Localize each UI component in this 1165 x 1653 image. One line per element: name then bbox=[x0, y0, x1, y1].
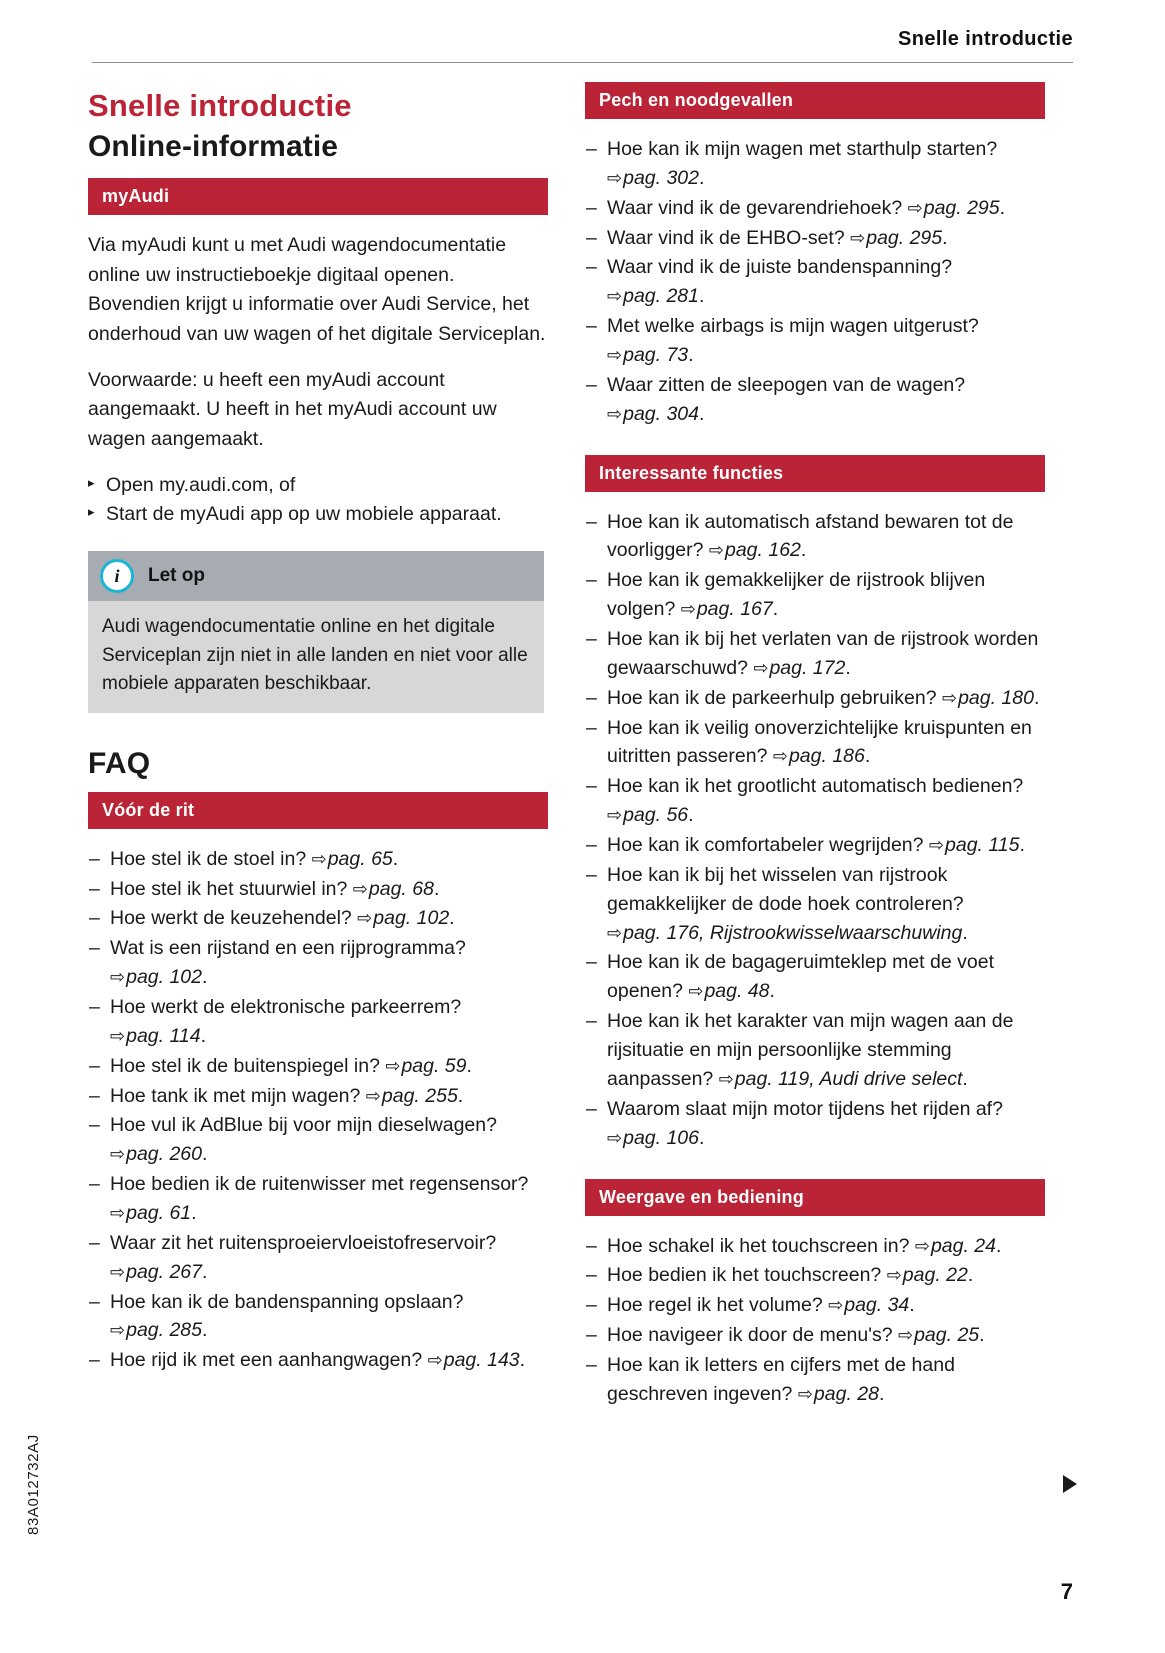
faq-question: Hoe tank ik met mijn wagen? bbox=[110, 1084, 366, 1107]
page-reference[interactable] bbox=[110, 1143, 202, 1165]
page-reference-label: pag. 172 bbox=[769, 656, 846, 679]
reference-arrow-icon: ⇨ bbox=[688, 981, 704, 1002]
page-reference[interactable] bbox=[681, 598, 773, 620]
reference-arrow-icon: ⇨ bbox=[311, 848, 327, 869]
page-reference[interactable] bbox=[908, 197, 1000, 219]
running-head: Snelle introductie bbox=[897, 28, 1073, 50]
reference-arrow-icon: ⇨ bbox=[607, 403, 623, 424]
myaudi-steps-list bbox=[88, 471, 548, 530]
dash-bullet-icon: – bbox=[89, 907, 100, 930]
dash-bullet-icon: – bbox=[586, 834, 597, 857]
faq-question: Hoe kan ik gemakkelijker de rijstrook blijven volgen? bbox=[607, 569, 986, 621]
dash-bullet-icon: – bbox=[586, 951, 597, 974]
reference-arrow-icon: ⇨ bbox=[110, 1144, 126, 1165]
page-reference-label: pag. 22 bbox=[902, 1264, 968, 1287]
faq-question: Hoe kan ik het karakter van mijn wagen aan de rijsituatie en mijn persoonlijke stemming aanpassen? bbox=[607, 1010, 1014, 1090]
page-reference[interactable] bbox=[607, 403, 699, 425]
header-divider bbox=[92, 62, 1073, 63]
page-reference[interactable] bbox=[607, 804, 688, 826]
faq-question: Hoe kan ik automatisch afstand bewaren tot de voorligger? bbox=[607, 510, 1014, 562]
reference-arrow-icon: ⇨ bbox=[110, 967, 126, 988]
note-title: Let op bbox=[148, 565, 205, 587]
faq-item: – Hoe stel ik het stuurwiel in? ⇨pag. 68. bbox=[88, 875, 548, 904]
faq-question: Hoe kan ik bij het verlaten van de rijstrook worden gewaarschuwd? bbox=[607, 628, 1039, 679]
page-reference[interactable] bbox=[688, 980, 769, 1002]
list-item bbox=[88, 500, 548, 529]
faq-item: – Hoe werkt de keuzehendel? ⇨pag. 102. bbox=[88, 904, 548, 933]
reference-arrow-icon: ⇨ bbox=[607, 167, 623, 188]
faq-question: Met welke airbags is mijn wagen uitgerust? bbox=[607, 315, 979, 338]
dash-bullet-icon: – bbox=[89, 1054, 100, 1077]
faq-question: Hoe regel ik het volume? bbox=[607, 1294, 829, 1317]
dash-bullet-icon: – bbox=[586, 716, 597, 739]
band-interessante-functies: Interessante functies bbox=[585, 455, 1045, 492]
faq-question: Hoe kan ik comfortabeler wegrijden? bbox=[607, 834, 929, 857]
page-reference[interactable] bbox=[719, 1068, 963, 1090]
page-reference[interactable] bbox=[110, 1319, 202, 1341]
page-reference-label: pag. 255 bbox=[381, 1084, 458, 1107]
section-title: Online-informatie bbox=[88, 129, 339, 163]
faq-item: – Hoe kan ik gemakkelijker de rijstrook blijven volgen? ⇨pag. 167. bbox=[585, 566, 1045, 624]
right-column bbox=[585, 82, 1045, 1435]
dash-bullet-icon: – bbox=[586, 1353, 597, 1376]
page-reference-label: pag. 106 bbox=[623, 1126, 699, 1149]
faq-item: – Hoe bedien ik het touchscreen? ⇨pag. 22. bbox=[585, 1261, 1045, 1290]
reference-arrow-icon: ⇨ bbox=[907, 197, 923, 218]
page-reference-label: pag. 295 bbox=[866, 226, 943, 249]
dash-bullet-icon: – bbox=[586, 569, 597, 592]
triangle-bullet-icon: ▸ bbox=[88, 504, 95, 520]
page-reference[interactable] bbox=[110, 1261, 202, 1283]
page-reference-label: pag. 167 bbox=[696, 598, 773, 621]
band-weergave-en-bediening: Weergave en bediening bbox=[585, 1179, 1045, 1216]
page-reference[interactable] bbox=[607, 922, 962, 944]
page-reference-label: pag. 102 bbox=[373, 907, 450, 930]
dash-bullet-icon: – bbox=[586, 510, 597, 533]
faq-item: – Hoe rijd ik met een aanhangwagen? ⇨pag. 143. bbox=[88, 1346, 548, 1375]
paragraph-myaudi-intro: Via myAudi kunt u met Audi wagendocumentatie online uw instructieboekje digitaal openen. Bovendien krijgt u informatie over Audi Service, het onderhoud van uw wagen of het digitale Serviceplan. bbox=[88, 234, 546, 346]
reference-arrow-icon: ⇨ bbox=[110, 1025, 126, 1046]
reference-arrow-icon: ⇨ bbox=[110, 1261, 126, 1282]
page-reference-label: pag. 143 bbox=[443, 1349, 520, 1372]
faq-item: – Hoe kan ik de bandenspanning opslaan? ⇨pag. 285. bbox=[88, 1288, 548, 1346]
faq-question: Hoe kan ik de bagageruimteklep met de voet openen? bbox=[607, 951, 994, 1003]
dash-bullet-icon: – bbox=[586, 196, 597, 219]
page-reference-label: pag. 186 bbox=[788, 745, 865, 768]
page-reference-label: pag. 73 bbox=[623, 344, 689, 367]
continuation-arrow-icon bbox=[1063, 1475, 1077, 1493]
faq-item: – Hoe schakel ik het touchscreen in? ⇨pag. 24. bbox=[585, 1232, 1045, 1261]
page-reference[interactable] bbox=[828, 1294, 909, 1316]
dash-bullet-icon: – bbox=[89, 1349, 100, 1372]
note-header bbox=[88, 551, 544, 601]
page-reference-label: pag. 162 bbox=[724, 539, 801, 562]
reference-arrow-icon: ⇨ bbox=[886, 1265, 902, 1286]
faq-question: Hoe kan ik de bandenspanning opslaan? bbox=[110, 1290, 464, 1313]
faq-question: Hoe werkt de keuzehendel? bbox=[110, 907, 358, 930]
page-reference[interactable] bbox=[898, 1324, 979, 1346]
page-reference-label: pag. 61 bbox=[126, 1202, 192, 1225]
page-reference[interactable] bbox=[353, 878, 434, 900]
faq-item: – Hoe kan ik de parkeerhulp gebruiken? ⇨pag. 180. bbox=[585, 684, 1045, 713]
reference-arrow-icon: ⇨ bbox=[850, 227, 866, 248]
reference-arrow-icon: ⇨ bbox=[607, 1127, 623, 1148]
band-pech-en-noodgevallen: Pech en noodgevallen bbox=[585, 82, 1045, 119]
faq-question: Hoe stel ik de stoel in? bbox=[110, 847, 312, 870]
faq-item: – Waarom slaat mijn motor tijdens het rijden af? ⇨pag. 106. bbox=[585, 1095, 1045, 1153]
page-number: 7 bbox=[1060, 1579, 1073, 1604]
page-reference-label: pag. 176, Rijstrookwisselwaarschuwing bbox=[623, 921, 963, 944]
dash-bullet-icon: – bbox=[586, 226, 597, 249]
page-reference[interactable] bbox=[110, 1025, 201, 1047]
dash-bullet-icon: – bbox=[586, 863, 597, 886]
page-reference[interactable] bbox=[110, 966, 202, 988]
reference-arrow-icon: ⇨ bbox=[427, 1350, 443, 1371]
reference-arrow-icon: ⇨ bbox=[753, 657, 769, 678]
page-reference[interactable] bbox=[942, 687, 1034, 709]
dash-bullet-icon: – bbox=[586, 138, 597, 160]
reference-arrow-icon: ⇨ bbox=[928, 835, 945, 856]
page-reference[interactable] bbox=[915, 1235, 996, 1257]
page-reference-label: pag. 180 bbox=[958, 686, 1034, 709]
faq-question: Wat is een rijstand en een rijprogramma? bbox=[110, 937, 466, 960]
faq-item: – Hoe bedien ik de ruitenwisser met regensensor? ⇨pag. 61. bbox=[88, 1170, 548, 1228]
faq-question: Hoe werkt de elektronische parkeerrem? bbox=[110, 996, 462, 1019]
faq-item: – Waar zitten de sleepogen van de wagen? ⇨pag. 304. bbox=[585, 371, 1045, 429]
faq-item: – Hoe vul ik AdBlue bij voor mijn dieselwagen? ⇨pag. 260. bbox=[88, 1111, 548, 1169]
page-reference-label: pag. 56 bbox=[623, 804, 689, 827]
page-reference[interactable] bbox=[929, 834, 1020, 856]
faq-item: – Hoe navigeer ik door de menu's? ⇨pag. 25. bbox=[585, 1321, 1045, 1350]
dash-bullet-icon: – bbox=[586, 256, 597, 279]
chapter-title: Snelle introductie bbox=[88, 88, 352, 123]
faq-item: – Hoe kan ik het karakter van mijn wagen aan de rijsituatie en mijn persoonlijke stemming aanpassen? ⇨pag. 119, Audi drive select. bbox=[585, 1007, 1045, 1094]
faq-item: – Hoe stel ik de buitenspiegel in? ⇨pag. 59. bbox=[88, 1052, 548, 1081]
reference-arrow-icon: ⇨ bbox=[110, 1320, 126, 1341]
page-reference[interactable] bbox=[773, 745, 865, 767]
page-reference[interactable] bbox=[850, 227, 942, 249]
dash-bullet-icon: – bbox=[89, 1290, 100, 1313]
reference-arrow-icon: ⇨ bbox=[897, 1325, 914, 1346]
faq-question: Hoe stel ik de buitenspiegel in? bbox=[110, 1054, 386, 1077]
faq-item: – Hoe kan ik comfortabeler wegrijden? ⇨pag. 115. bbox=[585, 831, 1045, 860]
faq-list bbox=[585, 135, 1045, 429]
page-reference[interactable] bbox=[798, 1383, 879, 1405]
faq-item: – Met welke airbags is mijn wagen uitgerust? ⇨pag. 73. bbox=[585, 312, 1045, 370]
page-reference-label: pag. 102 bbox=[126, 966, 202, 989]
reference-arrow-icon: ⇨ bbox=[607, 286, 623, 307]
dash-bullet-icon: – bbox=[89, 847, 100, 870]
faq-question: Waarom slaat mijn motor tijdens het rijden af? bbox=[607, 1097, 1003, 1120]
page-reference[interactable] bbox=[887, 1264, 968, 1286]
note-text: Audi wagendocumentatie online en het digitale Serviceplan zijn niet in alle landen en niet voor alle mobiele apparaten beschikbaar. bbox=[88, 601, 544, 713]
faq-question: Hoe schakel ik het touchscreen in? bbox=[607, 1234, 915, 1257]
faq-item: – Waar vind ik de gevarendriehoek? ⇨pag. 295. bbox=[585, 194, 1045, 223]
reference-arrow-icon: ⇨ bbox=[607, 922, 623, 943]
reference-arrow-icon: ⇨ bbox=[941, 687, 958, 708]
page-reference-label: pag. 260 bbox=[126, 1143, 202, 1166]
faq-question: Waar vind ik de EHBO-set? bbox=[607, 226, 851, 249]
list-item-label: Start de myAudi app op uw mobiele apparaat. bbox=[106, 503, 502, 526]
dash-bullet-icon: – bbox=[89, 1114, 100, 1137]
reference-arrow-icon: ⇨ bbox=[352, 878, 368, 899]
page-reference-label: pag. 68 bbox=[368, 877, 434, 900]
faq-question: Hoe navigeer ik door de menu's? bbox=[607, 1324, 898, 1347]
dash-bullet-icon: – bbox=[586, 1097, 597, 1120]
dash-bullet-icon: – bbox=[89, 877, 100, 900]
page-reference[interactable] bbox=[357, 907, 449, 929]
dash-bullet-icon: – bbox=[89, 996, 100, 1019]
dash-bullet-icon: – bbox=[586, 686, 597, 709]
page-reference[interactable] bbox=[753, 657, 845, 679]
reference-arrow-icon: ⇨ bbox=[708, 540, 724, 561]
faq-question: Hoe kan ik het grootlicht automatisch bedienen? bbox=[607, 775, 1024, 798]
faq-list bbox=[585, 508, 1045, 1153]
faq-item: – Hoe kan ik letters en cijfers met de hand geschreven ingeven? ⇨pag. 28. bbox=[585, 1351, 1045, 1409]
dash-bullet-icon: – bbox=[89, 1173, 100, 1196]
reference-arrow-icon: ⇨ bbox=[680, 599, 696, 620]
dash-bullet-icon: – bbox=[89, 937, 100, 960]
document-id: 83A012732AJ bbox=[25, 1434, 42, 1535]
reference-arrow-icon: ⇨ bbox=[828, 1295, 844, 1316]
triangle-bullet-icon: ▸ bbox=[88, 474, 95, 490]
faq-question: Hoe bedien ik de ruitenwisser met regensensor? bbox=[110, 1173, 529, 1196]
dash-bullet-icon: – bbox=[586, 373, 597, 396]
page-reference-label: pag. 48 bbox=[704, 980, 770, 1003]
page-reference[interactable] bbox=[607, 1127, 699, 1149]
page-reference-label: pag. 115 bbox=[945, 834, 1020, 857]
faq-item: – Hoe kan ik het grootlicht automatisch bedienen? ⇨pag. 56. bbox=[585, 772, 1045, 830]
dash-bullet-icon: – bbox=[586, 1234, 597, 1257]
faq-item: – Hoe kan ik de bagageruimteklep met de voet openen? ⇨pag. 48. bbox=[585, 948, 1045, 1006]
faq-question: Hoe bedien ik het touchscreen? bbox=[607, 1264, 887, 1287]
reference-arrow-icon: ⇨ bbox=[385, 1055, 401, 1076]
dash-bullet-icon: – bbox=[586, 1324, 597, 1347]
faq-question: Hoe kan ik de parkeerhulp gebruiken? bbox=[607, 686, 942, 709]
faq-question: Waar vind ik de gevarendriehoek? bbox=[607, 196, 908, 219]
faq-item: – Hoe kan ik veilig onoverzichtelijke kruispunten en uitritten passeren? ⇨pag. 186. bbox=[585, 714, 1045, 772]
page-reference[interactable] bbox=[428, 1349, 520, 1371]
faq-item: – Waar zit het ruitensproeiervloeistofreservoir? ⇨pag. 267. bbox=[88, 1229, 548, 1287]
reference-arrow-icon: ⇨ bbox=[772, 746, 788, 767]
page-reference-label: pag. 24 bbox=[930, 1234, 996, 1257]
band-voor-de-rit: Vóór de rit bbox=[88, 792, 548, 829]
page-reference[interactable] bbox=[110, 1202, 191, 1224]
faq-question: Waar vind ik de juiste bandenspanning? bbox=[607, 256, 953, 279]
faq-question: Waar zitten de sleepogen van de wagen? bbox=[607, 373, 966, 396]
faq-item: – Hoe kan ik mijn wagen met starthulp starten? ⇨pag. 302. bbox=[585, 135, 1045, 193]
dash-bullet-icon: – bbox=[586, 775, 597, 798]
faq-question: Hoe rijd ik met een aanhangwagen? bbox=[110, 1349, 428, 1372]
page-reference[interactable] bbox=[385, 1055, 466, 1077]
page-reference-label: pag. 28 bbox=[813, 1382, 879, 1405]
faq-item: – Hoe stel ik de stoel in? ⇨pag. 65. bbox=[88, 845, 548, 874]
reference-arrow-icon: ⇨ bbox=[365, 1085, 381, 1106]
page-reference-label: pag. 119, Audi drive select bbox=[734, 1067, 963, 1090]
faq-question: Hoe kan ik letters en cijfers met de hand geschreven ingeven? bbox=[607, 1353, 955, 1405]
dash-bullet-icon: – bbox=[586, 1010, 597, 1033]
page-reference[interactable] bbox=[312, 848, 393, 870]
page-reference-label: pag. 59 bbox=[401, 1054, 467, 1077]
dash-bullet-icon: – bbox=[89, 1084, 100, 1107]
dash-bullet-icon: – bbox=[586, 315, 597, 338]
faq-item: – Hoe kan ik automatisch afstand bewaren tot de voorligger? ⇨pag. 162. bbox=[585, 508, 1045, 566]
faq-item: – Wat is een rijstand en een rijprogramma? ⇨pag. 102. bbox=[88, 934, 548, 992]
faq-item: – Hoe kan ik bij het verlaten van de rijstrook worden gewaarschuwd? ⇨pag. 172. bbox=[585, 625, 1045, 683]
faq-item: – Hoe werkt de elektronische parkeerrem? ⇨pag. 114. bbox=[88, 993, 548, 1051]
faq-item: – Hoe tank ik met mijn wagen? ⇨pag. 255. bbox=[88, 1082, 548, 1111]
reference-arrow-icon: ⇨ bbox=[357, 908, 373, 929]
list-item bbox=[88, 471, 548, 500]
faq-question: Hoe vul ik AdBlue bij voor mijn dieselwagen? bbox=[110, 1114, 497, 1137]
dash-bullet-icon: – bbox=[89, 1231, 100, 1254]
reference-arrow-icon: ⇨ bbox=[607, 805, 623, 826]
list-item-label: Open my.audi.com, of bbox=[106, 473, 296, 496]
page-reference[interactable] bbox=[607, 167, 699, 189]
page-reference-label: pag. 25 bbox=[914, 1324, 980, 1347]
info-icon: i bbox=[100, 559, 134, 593]
faq-item: – Waar vind ik de juiste bandenspanning? ⇨pag. 281. bbox=[585, 253, 1045, 311]
paragraph-myaudi-precondition: Voorwaarde: u heeft een myAudi account aangemaakt. U heeft in het myAudi account uw wagen aangemaakt. bbox=[88, 368, 497, 450]
faq-title: FAQ bbox=[88, 746, 151, 780]
reference-arrow-icon: ⇨ bbox=[607, 345, 623, 366]
reference-arrow-icon: ⇨ bbox=[797, 1383, 813, 1404]
faq-item: – Hoe kan ik bij het wisselen van rijstrook gemakkelijker de dode hoek controleren? ⇨pag. 176, Rijstrookwisselwaarschuwing. bbox=[585, 861, 1045, 948]
left-column bbox=[88, 82, 548, 1401]
page-reference-label: pag. 302 bbox=[623, 166, 699, 189]
dash-bullet-icon: – bbox=[586, 1264, 597, 1287]
band-myaudi: myAudi bbox=[88, 178, 548, 215]
page-reference-label: pag. 34 bbox=[844, 1294, 910, 1317]
reference-arrow-icon: ⇨ bbox=[718, 1068, 734, 1089]
page-reference[interactable] bbox=[709, 539, 801, 561]
page-reference-label: pag. 114 bbox=[126, 1024, 201, 1047]
faq-list-voor-de-rit bbox=[88, 845, 548, 1375]
page-reference-label: pag. 65 bbox=[327, 847, 393, 870]
page-reference-label: pag. 267 bbox=[126, 1260, 202, 1283]
faq-question: Waar zit het ruitensproeiervloeistofreservoir? bbox=[110, 1231, 497, 1254]
page-reference-label: pag. 304 bbox=[623, 402, 699, 425]
page-reference-label: pag. 281 bbox=[623, 285, 699, 308]
faq-question: Hoe kan ik bij het wisselen van rijstrook gemakkelijker de dode hoek controleren? bbox=[607, 863, 964, 915]
faq-list bbox=[585, 1232, 1045, 1409]
page-reference[interactable] bbox=[607, 285, 699, 307]
faq-question: Hoe stel ik het stuurwiel in? bbox=[110, 877, 353, 900]
page-reference-label: pag. 285 bbox=[126, 1319, 202, 1342]
note-box bbox=[88, 551, 544, 713]
page-reference[interactable] bbox=[607, 344, 688, 366]
dash-bullet-icon: – bbox=[586, 628, 597, 651]
faq-item: – Waar vind ik de EHBO-set? ⇨pag. 295. bbox=[585, 224, 1045, 253]
reference-arrow-icon: ⇨ bbox=[914, 1235, 930, 1256]
faq-question: Hoe kan ik veilig onoverzichtelijke kruispunten en uitritten passeren? bbox=[607, 716, 1032, 768]
faq-question: Hoe kan ik mijn wagen met starthulp starten? bbox=[607, 138, 998, 160]
reference-arrow-icon: ⇨ bbox=[110, 1203, 126, 1224]
page-reference[interactable] bbox=[366, 1085, 458, 1107]
dash-bullet-icon: – bbox=[586, 1294, 597, 1317]
faq-item: – Hoe regel ik het volume? ⇨pag. 34. bbox=[585, 1291, 1045, 1320]
page-reference-label: pag. 295 bbox=[923, 196, 1000, 219]
